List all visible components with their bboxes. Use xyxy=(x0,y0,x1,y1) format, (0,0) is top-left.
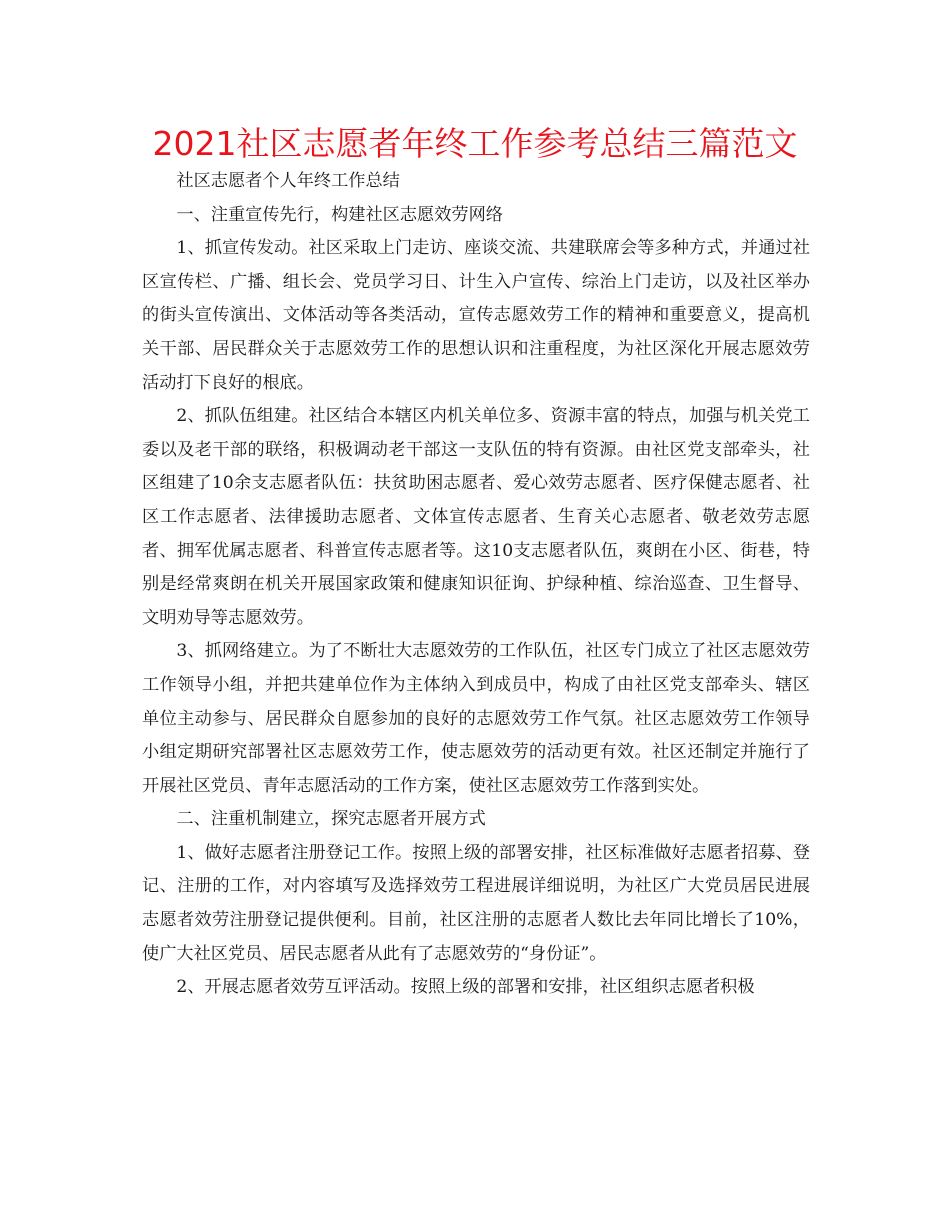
paragraph-section-heading: 二、注重机制建立，探究志愿者开展方式 xyxy=(176,809,486,830)
paragraph: 3、抓网络建立。为了不断壮大志愿效劳的工作队伍，社区专门成立了社区志愿效劳工作领导小组，并把共建单位作为主体纳入到成员中，构成了由社区党支部牵头、辖区单位主动参与、居民群众自愿参加的良好的志愿效劳工作气氛。社区志愿效劳工作领导小组定期研究部署社区志愿效劳工作，使志愿效劳的活动更有效。社区还制定并施行了开展社区党员、青年志愿活动的工作方案，使社区志愿效劳工作落到实处。 xyxy=(142,641,810,796)
paragraph: 2、抓队伍组建。社区结合本辖区内机关单位多、资源丰富的特点，加强与机关党工委以及老干部的联络，积极调动老干部这一支队伍的特有资源。由社区党支部牵头，社区组建了10余支志愿者队伍：扶贫助困志愿者、爱心效劳志愿者、医疗保健志愿者、社区工作志愿者、法律援助志愿者、文体宣传志愿者、生育关心志愿者、敬老效劳志愿者、拥军优属志愿者、科普宣传志愿者等。这10支志愿者队伍，爽朗在小区、街巷，特别是经常爽朗在机关开展国家政策和健康知识征询、护绿种植、综治巡查、卫生督导、文明劝导等志愿效劳。 xyxy=(142,406,810,628)
paragraph-subtitle: 社区志愿者个人年终工作总结 xyxy=(176,171,400,191)
paragraph: 2、开展志愿者效劳互评活动。按照上级的部署和安排，社区组织志愿者积极 xyxy=(176,977,755,998)
paragraph-section-heading: 一、注重宣传先行，构建社区志愿效劳网络 xyxy=(176,204,503,225)
document-body xyxy=(142,165,810,1005)
paragraph: 1、做好志愿者注册登记工作。按照上级的部署安排，社区标准做好志愿者招募、登记、注册的工作，对内容填写及选择效劳工程进展详细说明，为社区广大党员居民进展志愿者效劳注册登记提供便利。目前，社区注册的志愿者人数比去年同比增长了10%，使广大社区党员、居民志愿者从此有了志愿效劳的“身份证”。 xyxy=(142,842,810,964)
paragraph: 1、抓宣传发动。社区采取上门走访、座谈交流、共建联席会等多种方式，并通过社区宣传栏、广播、组长会、党员学习日、计生入户宣传、综治上门走访，以及社区举办的街头宣传演出、文体活动等各类活动，宣传志愿效劳工作的精神和重要意义，提高机关干部、居民群众关于志愿效劳工作的思想认识和注重程度，为社区深化开展志愿效劳活动打下良好的根底。 xyxy=(142,238,810,393)
document-title: 2021社区志愿者年终工作参考总结三篇范文 xyxy=(152,124,798,163)
